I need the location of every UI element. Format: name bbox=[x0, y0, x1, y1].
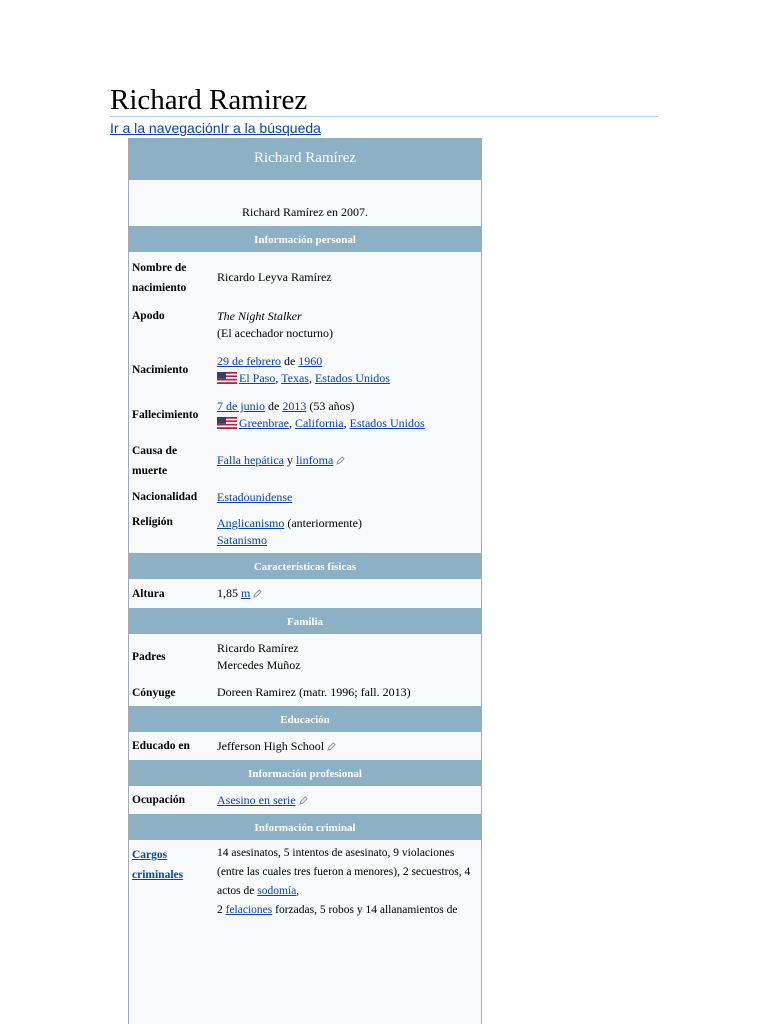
row-value bbox=[213, 484, 481, 510]
row-fallecimiento bbox=[129, 393, 481, 437]
row-value: Doreen Ramirez (matr. 1996; fall. 2013) bbox=[217, 685, 411, 699]
birth-date-link[interactable]: 29 de febrero bbox=[217, 354, 281, 368]
occupation-link[interactable]: Asesino en serie bbox=[217, 792, 296, 807]
row-value: 29 de febrero de 1960 El Paso, Texas, Estados Unidos bbox=[217, 354, 390, 385]
row-label: Altura bbox=[132, 587, 165, 600]
row-label: Religión bbox=[132, 516, 173, 528]
row-label bbox=[129, 840, 213, 930]
section-header-profesional: Información profesional bbox=[129, 760, 481, 786]
page-title: Richard Ramirez bbox=[110, 84, 308, 116]
row-value: 7 de junio de 2013 (53 años) Greenbrae, California, Estados Unidos bbox=[217, 399, 425, 430]
sodomy-link[interactable]: sodomía bbox=[257, 885, 297, 897]
pencil-icon[interactable] bbox=[336, 456, 345, 465]
infobox-title: Richard Ramírez bbox=[129, 138, 481, 180]
section-header-familia: Familia bbox=[129, 608, 481, 634]
jump-to-search-link[interactable]: Ir a la búsqueda bbox=[220, 120, 321, 136]
birth-city-link[interactable]: El Paso bbox=[239, 371, 276, 385]
cause-link-lymphoma[interactable]: linfoma bbox=[295, 453, 334, 467]
religion-link-satanism[interactable]: Satanismo bbox=[217, 532, 267, 547]
image-caption: Richard Ramírez en 2007. bbox=[242, 205, 368, 219]
row-label: Ocupación bbox=[132, 794, 186, 806]
row-cargos bbox=[129, 840, 481, 930]
us-flag-icon bbox=[217, 372, 237, 384]
row-value: Jefferson High School bbox=[213, 732, 481, 760]
death-country-link[interactable]: Estados Unidos bbox=[349, 416, 425, 430]
row-nacionalidad bbox=[129, 484, 481, 510]
row-label: Fallecimiento bbox=[132, 409, 199, 421]
fellatio-link[interactable]: felaciones bbox=[225, 904, 273, 916]
row-nacimiento bbox=[129, 347, 481, 393]
section-header-fisicas: Características físicas bbox=[129, 553, 481, 579]
religion-link-anglicanism[interactable]: Anglicanismo bbox=[217, 515, 285, 530]
row-conyuge bbox=[129, 679, 481, 706]
row-causa bbox=[129, 437, 481, 484]
pencil-icon[interactable] bbox=[299, 796, 308, 805]
row-padres bbox=[129, 634, 481, 679]
birth-country-link[interactable]: Estados Unidos bbox=[314, 371, 390, 385]
death-year-link[interactable]: 2013 bbox=[282, 399, 307, 413]
title-divider bbox=[110, 116, 658, 117]
birth-year-link[interactable]: 1960 bbox=[298, 354, 323, 368]
row-value: 1,85 m bbox=[213, 579, 481, 608]
us-flag-icon bbox=[217, 417, 237, 429]
nationality-link[interactable]: Estadounidense bbox=[217, 489, 293, 504]
row-educado bbox=[129, 732, 481, 760]
row-religion bbox=[129, 510, 481, 553]
row-value: Ricardo Leyva Ramírez bbox=[217, 270, 332, 284]
row-value: The Night Stalker (El acechador nocturno) bbox=[217, 309, 333, 340]
jump-links bbox=[110, 120, 321, 136]
section-header-personal: Información personal bbox=[129, 226, 481, 252]
row-apodo bbox=[129, 303, 481, 347]
row-label: Nacionalidad bbox=[132, 491, 198, 503]
death-state-link[interactable]: California bbox=[294, 416, 344, 430]
height-unit-link[interactable]: m bbox=[241, 586, 251, 600]
infobox bbox=[128, 138, 482, 1024]
death-date-link[interactable]: 7 de junio bbox=[217, 399, 265, 413]
row-label: Apodo bbox=[132, 310, 165, 322]
row-value: Falla hepática y linfoma bbox=[213, 437, 481, 484]
row-label: Cónyuge bbox=[132, 686, 176, 699]
row-ocupacion bbox=[129, 786, 481, 814]
row-value bbox=[213, 786, 481, 814]
cause-link-liver[interactable]: Falla hepática bbox=[217, 453, 284, 467]
row-altura bbox=[129, 579, 481, 608]
row-label: Padres bbox=[132, 650, 166, 663]
row-nombre bbox=[129, 252, 481, 303]
row-label: Nacimiento bbox=[132, 364, 189, 376]
row-label: Nombre de nacimiento bbox=[132, 261, 187, 294]
pencil-icon[interactable] bbox=[253, 589, 262, 598]
row-label: Causa de muerte bbox=[132, 444, 178, 477]
section-header-criminal: Información criminal bbox=[129, 814, 481, 840]
row-value: Anglicanismo (anteriormente) Satanismo bbox=[217, 515, 362, 547]
criminal-charges-link[interactable]: Cargos criminales bbox=[132, 849, 184, 881]
death-city-link[interactable]: Greenbrae bbox=[239, 416, 289, 430]
pencil-icon[interactable] bbox=[327, 742, 336, 751]
section-header-educacion: Educación bbox=[129, 706, 481, 732]
row-value: 14 asesinatos, 5 intentos de asesinato, 9 violaciones (entre las cuales tres fueron a menores), 2 secuestros, 4 actos de sodomía, 2 felaciones forzadas, 5 robos y 14 allanamientos de bbox=[217, 847, 471, 916]
birth-state-link[interactable]: Texas bbox=[281, 371, 309, 385]
row-label: Educado en bbox=[132, 740, 190, 752]
row-value: Ricardo Ramírez Mercedes Muñoz bbox=[217, 640, 301, 672]
jump-to-navigation-link[interactable]: Ir a la navegación bbox=[110, 120, 221, 136]
